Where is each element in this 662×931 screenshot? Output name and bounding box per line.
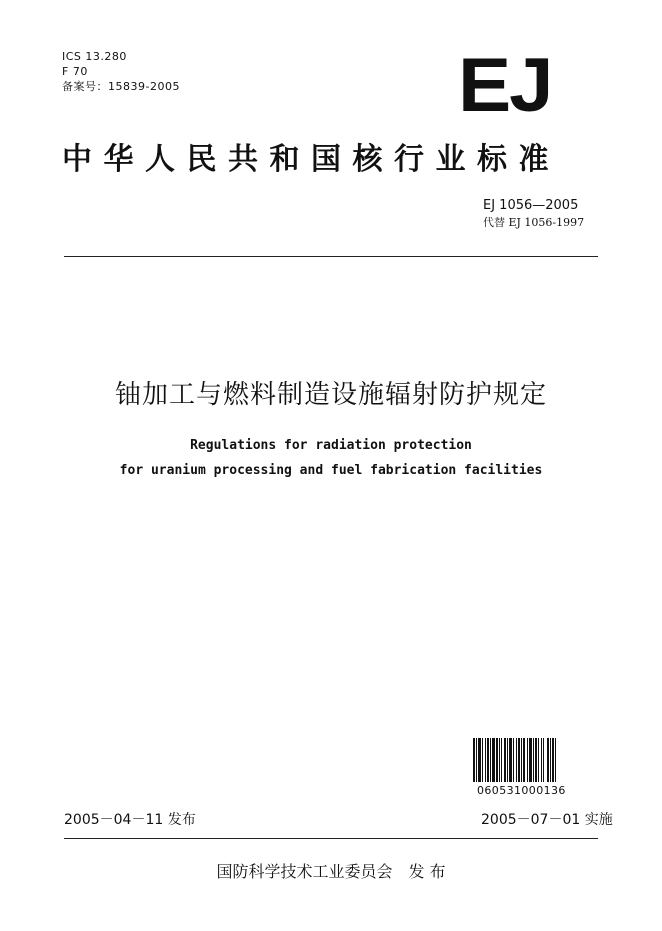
barcode-bar bbox=[473, 738, 475, 782]
filing-number: 备案号：15839-2005 bbox=[62, 80, 180, 93]
barcode-image bbox=[473, 738, 595, 782]
document-title-chinese: 铀加工与燃料制造设施辐射防护规定 bbox=[114, 380, 547, 410]
bottom-divider bbox=[64, 838, 598, 839]
barcode-bar bbox=[476, 738, 477, 782]
barcode-bar bbox=[485, 738, 486, 782]
barcode-bar bbox=[496, 738, 498, 782]
barcode-bar bbox=[492, 738, 495, 782]
barcode-number: 060531000136 bbox=[477, 784, 566, 797]
publish-label: 发 布 bbox=[408, 862, 446, 881]
barcode-bar bbox=[478, 738, 481, 782]
document-title-english-line1: Regulations for radiation protection bbox=[190, 438, 472, 453]
barcode-bar bbox=[533, 738, 534, 782]
standard-number: EJ 1056—2005 bbox=[483, 198, 579, 213]
document-title-english-line2: for uranium processing and fuel fabrication facilities bbox=[119, 463, 543, 478]
barcode-bar bbox=[518, 738, 520, 782]
barcode-bar bbox=[538, 738, 539, 782]
barcode-bar bbox=[509, 738, 512, 782]
barcode-bar bbox=[541, 738, 542, 782]
barcode-bar bbox=[535, 738, 537, 782]
barcode-bar bbox=[501, 738, 502, 782]
top-divider bbox=[64, 256, 598, 257]
barcode-bar bbox=[547, 738, 549, 782]
barcode-bar bbox=[516, 738, 517, 782]
barcode-bar bbox=[529, 738, 532, 782]
barcode-bar bbox=[527, 738, 528, 782]
barcode-bar bbox=[490, 738, 491, 782]
barcode-bar bbox=[513, 738, 514, 782]
publisher-name: 国防科学技术工业委员会 bbox=[216, 862, 393, 881]
barcode-bar bbox=[521, 738, 522, 782]
publisher-line bbox=[0, 861, 662, 883]
barcode-bar bbox=[550, 738, 551, 782]
barcode-bar bbox=[523, 738, 525, 782]
replaces-standard: 代替 EJ 1056-1997 bbox=[483, 216, 585, 229]
barcode-bar bbox=[482, 738, 483, 782]
barcode-bar bbox=[507, 738, 508, 782]
ej-logo: EJ bbox=[458, 43, 552, 128]
barcode-bar bbox=[504, 738, 506, 782]
barcode-bar bbox=[543, 738, 544, 782]
barcode-bar bbox=[487, 738, 489, 782]
standard-category-title: 中华人民共和国核行业标准 bbox=[62, 142, 560, 177]
implementation-date: 2005－07－01 实施 bbox=[481, 812, 613, 828]
barcode-bar bbox=[555, 738, 556, 782]
barcode-bar bbox=[552, 738, 554, 782]
issue-date: 2005－04－11 发布 bbox=[64, 812, 196, 828]
barcode-bar bbox=[499, 738, 500, 782]
ics-code: ICS 13.280 bbox=[62, 50, 127, 63]
classification-code: F 70 bbox=[62, 65, 88, 78]
